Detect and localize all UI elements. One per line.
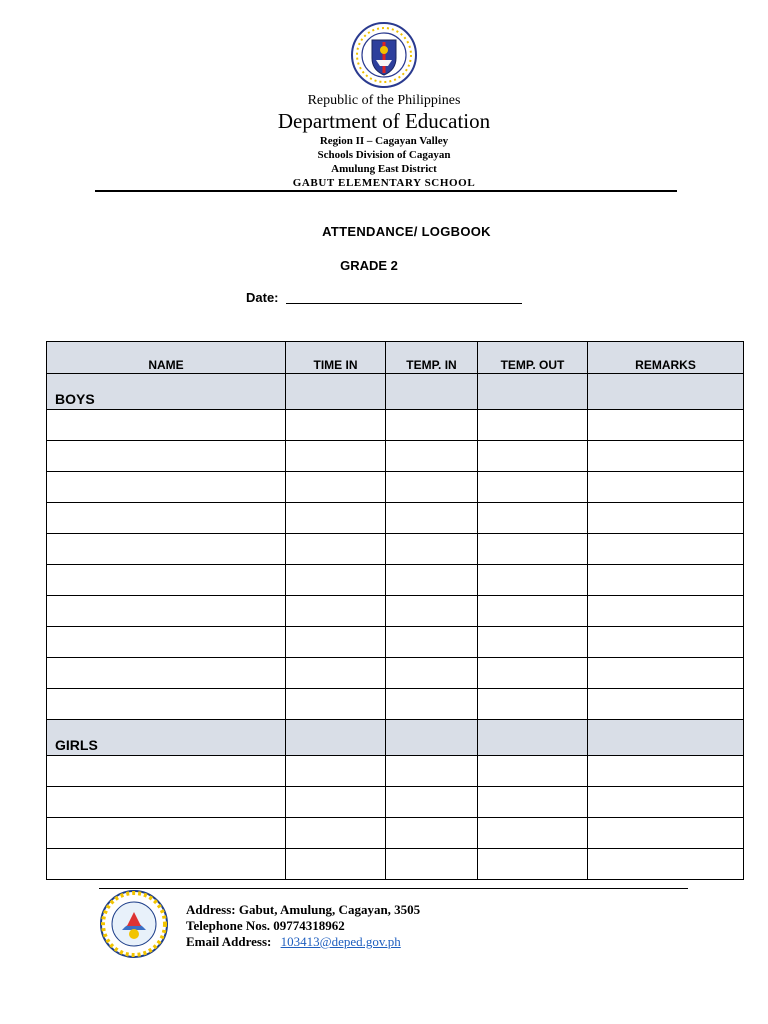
entry-cell[interactable] — [286, 441, 386, 472]
entry-cell[interactable] — [588, 596, 744, 627]
entry-cell[interactable] — [386, 596, 478, 627]
republic-heading: Republic of the Philippines — [307, 93, 461, 108]
school-seal-logo — [97, 890, 171, 958]
attendance-table — [46, 341, 744, 880]
department-heading: Department of Education — [277, 109, 491, 133]
entry-cell[interactable] — [478, 565, 588, 596]
telephone-value: 09774318962 — [273, 918, 345, 933]
table-row — [47, 756, 744, 787]
entry-cell[interactable] — [47, 849, 286, 880]
entry-cell[interactable] — [286, 689, 386, 720]
entry-cell[interactable] — [588, 441, 744, 472]
table-row — [47, 565, 744, 596]
entry-cell[interactable] — [588, 689, 744, 720]
entry-cell[interactable] — [47, 596, 286, 627]
entry-cell[interactable] — [478, 503, 588, 534]
entry-cell[interactable] — [478, 818, 588, 849]
date-label: Date: — [246, 290, 279, 305]
entry-cell[interactable] — [478, 627, 588, 658]
table-row — [47, 596, 744, 627]
entry-cell[interactable] — [386, 658, 478, 689]
address-label: Address: — [186, 902, 236, 917]
email-label: Email Address: — [186, 934, 272, 949]
col-time-in-header: TIME IN — [286, 342, 386, 374]
entry-cell[interactable] — [286, 756, 386, 787]
entry-cell[interactable] — [386, 849, 478, 880]
entry-cell[interactable] — [47, 441, 286, 472]
col-temp-in-header: TEMP. IN — [386, 342, 478, 374]
entry-cell[interactable] — [286, 596, 386, 627]
entry-cell[interactable] — [478, 849, 588, 880]
entry-cell[interactable] — [286, 534, 386, 565]
telephone-line — [186, 918, 345, 934]
table-row — [47, 503, 744, 534]
region-line: Region II – Cagayan Valley — [319, 135, 449, 147]
address-line — [186, 902, 420, 918]
entry-cell[interactable] — [386, 503, 478, 534]
grade-label: GRADE 2 — [340, 258, 398, 273]
entry-cell[interactable] — [588, 818, 744, 849]
email-line — [186, 934, 401, 950]
entry-cell[interactable] — [386, 565, 478, 596]
entry-cell[interactable] — [478, 441, 588, 472]
section-label: BOYS — [47, 374, 286, 410]
section-cell — [286, 720, 386, 756]
entry-cell[interactable] — [478, 658, 588, 689]
entry-cell[interactable] — [286, 849, 386, 880]
entry-cell[interactable] — [478, 689, 588, 720]
entry-cell[interactable] — [386, 756, 478, 787]
entry-cell[interactable] — [386, 787, 478, 818]
table-row — [47, 410, 744, 441]
section-row-girls — [47, 720, 744, 756]
entry-cell[interactable] — [47, 503, 286, 534]
entry-cell[interactable] — [588, 756, 744, 787]
address-value: Gabut, Amulung, Cagayan, 3505 — [238, 902, 421, 917]
entry-cell[interactable] — [478, 534, 588, 565]
district-line: Amulung East District — [331, 163, 437, 175]
footer-divider — [99, 888, 688, 889]
entry-cell[interactable] — [386, 441, 478, 472]
table-row — [47, 658, 744, 689]
division-line: Schools Division of Cagayan — [317, 149, 451, 161]
entry-cell[interactable] — [588, 472, 744, 503]
entry-cell[interactable] — [588, 787, 744, 818]
entry-cell[interactable] — [286, 658, 386, 689]
entry-cell[interactable] — [386, 472, 478, 503]
table-row — [47, 627, 744, 658]
telephone-label: Telephone Nos. — [186, 918, 271, 933]
table-row — [47, 689, 744, 720]
col-temp-out-header: TEMP. OUT — [478, 342, 588, 374]
entry-cell[interactable] — [588, 849, 744, 880]
entry-cell[interactable] — [478, 787, 588, 818]
entry-cell[interactable] — [47, 689, 286, 720]
header-divider — [95, 190, 677, 192]
section-cell — [478, 720, 588, 756]
section-row-boys — [47, 374, 744, 410]
table-row — [47, 441, 744, 472]
table-row — [47, 818, 744, 849]
entry-cell[interactable] — [386, 410, 478, 441]
entry-cell[interactable] — [286, 472, 386, 503]
entry-cell[interactable] — [588, 410, 744, 441]
entry-cell[interactable] — [47, 658, 286, 689]
entry-cell[interactable] — [47, 756, 286, 787]
section-cell — [588, 720, 744, 756]
entry-cell[interactable] — [588, 627, 744, 658]
section-cell — [386, 374, 478, 410]
entry-cell[interactable] — [478, 472, 588, 503]
col-remarks-header: REMARKS — [588, 342, 744, 374]
table-row — [47, 472, 744, 503]
email-link[interactable]: 103413@deped.gov.ph — [280, 934, 401, 949]
table-row — [47, 849, 744, 880]
entry-cell[interactable] — [286, 818, 386, 849]
section-cell — [478, 374, 588, 410]
deped-seal-logo — [348, 22, 420, 88]
entry-cell[interactable] — [47, 472, 286, 503]
form-title: ATTENDANCE/ LOGBOOK — [322, 224, 491, 239]
entry-cell[interactable] — [478, 410, 588, 441]
entry-cell[interactable] — [286, 503, 386, 534]
entry-cell[interactable] — [286, 410, 386, 441]
col-name-header: NAME — [47, 342, 286, 374]
entry-cell[interactable] — [47, 787, 286, 818]
section-cell — [588, 374, 744, 410]
date-blank-line[interactable] — [286, 303, 522, 304]
entry-cell[interactable] — [47, 534, 286, 565]
entry-cell[interactable] — [386, 627, 478, 658]
entry-cell[interactable] — [386, 534, 478, 565]
section-label: GIRLS — [47, 720, 286, 756]
entry-cell[interactable] — [478, 596, 588, 627]
entry-cell[interactable] — [588, 534, 744, 565]
table-row — [47, 534, 744, 565]
entry-cell[interactable] — [386, 818, 478, 849]
entry-cell[interactable] — [588, 658, 744, 689]
section-cell — [386, 720, 478, 756]
entry-cell[interactable] — [47, 565, 286, 596]
table-header-row — [47, 342, 744, 374]
entry-cell[interactable] — [286, 565, 386, 596]
entry-cell[interactable] — [286, 787, 386, 818]
entry-cell[interactable] — [478, 756, 588, 787]
entry-cell[interactable] — [588, 503, 744, 534]
entry-cell[interactable] — [286, 627, 386, 658]
school-name: GABUT ELEMENTARY SCHOOL — [292, 177, 476, 189]
entry-cell[interactable] — [47, 627, 286, 658]
section-cell — [286, 374, 386, 410]
entry-cell[interactable] — [588, 565, 744, 596]
entry-cell[interactable] — [386, 689, 478, 720]
entry-cell[interactable] — [47, 410, 286, 441]
table-row — [47, 787, 744, 818]
entry-cell[interactable] — [47, 818, 286, 849]
